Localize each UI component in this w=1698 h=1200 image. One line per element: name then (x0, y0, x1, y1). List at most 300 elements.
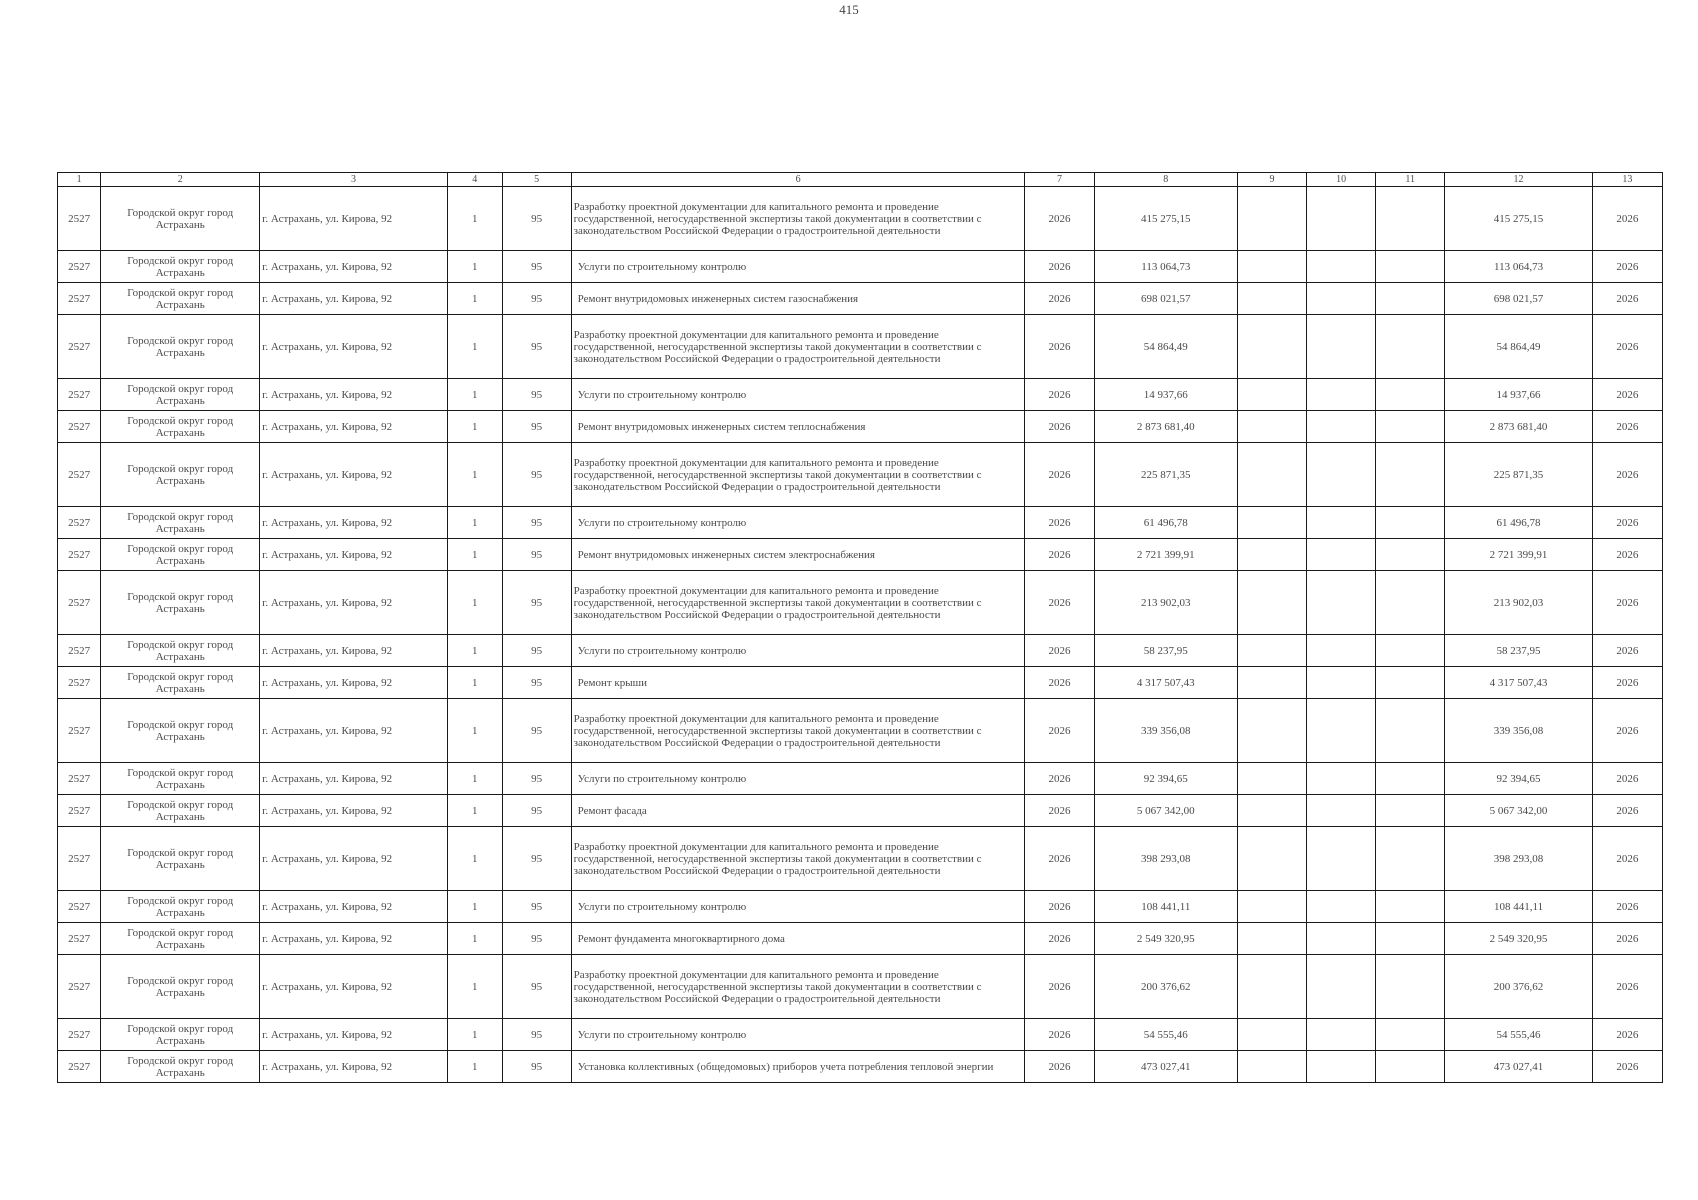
row-id: 2527 (58, 315, 101, 379)
year: 2026 (1025, 635, 1094, 667)
address: г. Астрахань, ул. Кирова, 92 (260, 667, 448, 699)
col-10-value (1307, 1051, 1376, 1083)
municipality: Городской округ город Астрахань (101, 699, 260, 763)
address: г. Астрахань, ул. Кирова, 92 (260, 379, 448, 411)
col-5-value: 95 (502, 411, 571, 443)
col-9-value (1237, 507, 1306, 539)
row-id: 2527 (58, 795, 101, 827)
total-cost: 225 871,35 (1445, 443, 1593, 507)
municipality: Городской округ город Астрахань (101, 955, 260, 1019)
col-5-value: 95 (502, 891, 571, 923)
address: г. Астрахань, ул. Кирова, 92 (260, 283, 448, 315)
year: 2026 (1025, 1051, 1094, 1083)
col-5-value: 95 (502, 187, 571, 251)
row-id: 2527 (58, 411, 101, 443)
year: 2026 (1025, 411, 1094, 443)
table-row (58, 443, 1663, 507)
col-10-value (1307, 923, 1376, 955)
address: г. Астрахань, ул. Кирова, 92 (260, 1051, 448, 1083)
completion-year: 2026 (1592, 283, 1662, 315)
table-body (58, 187, 1663, 1083)
municipality: Городской округ город Астрахань (101, 539, 260, 571)
total-cost: 698 021,57 (1445, 283, 1593, 315)
col-4-value: 1 (447, 667, 502, 699)
col-5-value: 95 (502, 379, 571, 411)
row-id: 2527 (58, 763, 101, 795)
address: г. Астрахань, ул. Кирова, 92 (260, 251, 448, 283)
row-id: 2527 (58, 955, 101, 1019)
col-5-value: 95 (502, 667, 571, 699)
col-4-value: 1 (447, 539, 502, 571)
col-9-value (1237, 187, 1306, 251)
col-9-value (1237, 795, 1306, 827)
completion-year: 2026 (1592, 699, 1662, 763)
col-11-value (1376, 187, 1445, 251)
work-description: Разработку проектной документации для капитального ремонта и проведение государственной, негосударственной экспертизы такой документации в соответствии с законодательством Российской Федерации о градостроительной деятельности (571, 571, 1025, 635)
col-10-value (1307, 539, 1376, 571)
year: 2026 (1025, 507, 1094, 539)
col-5-value: 95 (502, 955, 571, 1019)
table-row (58, 635, 1663, 667)
completion-year: 2026 (1592, 1019, 1662, 1051)
col-9-value (1237, 1019, 1306, 1051)
row-id: 2527 (58, 891, 101, 923)
row-id: 2527 (58, 1019, 101, 1051)
completion-year: 2026 (1592, 571, 1662, 635)
total-cost: 415 275,15 (1445, 187, 1593, 251)
year: 2026 (1025, 443, 1094, 507)
col-9-value (1237, 1051, 1306, 1083)
year: 2026 (1025, 891, 1094, 923)
completion-year: 2026 (1592, 187, 1662, 251)
column-header-5: 5 (502, 173, 571, 187)
cost: 108 441,11 (1094, 891, 1237, 923)
work-description: Установка коллективных (общедомовых) приборов учета потребления тепловой энергии (571, 1051, 1025, 1083)
work-description: Ремонт внутридомовых инженерных систем электроснабжения (571, 539, 1025, 571)
col-11-value (1376, 667, 1445, 699)
address: г. Астрахань, ул. Кирова, 92 (260, 795, 448, 827)
page-number: 415 (839, 2, 859, 17)
total-cost: 54 555,46 (1445, 1019, 1593, 1051)
work-description: Разработку проектной документации для капитального ремонта и проведение государственной, негосударственной экспертизы такой документации в соответствии с законодательством Российской Федерации о градостроительной деятельности (571, 443, 1025, 507)
address: г. Астрахань, ул. Кирова, 92 (260, 955, 448, 1019)
year: 2026 (1025, 379, 1094, 411)
col-4-value: 1 (447, 795, 502, 827)
table-row (58, 795, 1663, 827)
col-11-value (1376, 795, 1445, 827)
work-description: Ремонт фасада (571, 795, 1025, 827)
row-id: 2527 (58, 827, 101, 891)
work-description: Услуги по строительному контролю (571, 891, 1025, 923)
address: г. Астрахань, ул. Кирова, 92 (260, 763, 448, 795)
year: 2026 (1025, 1019, 1094, 1051)
col-11-value (1376, 443, 1445, 507)
municipality: Городской округ город Астрахань (101, 763, 260, 795)
column-header-6: 6 (571, 173, 1025, 187)
work-description: Разработку проектной документации для капитального ремонта и проведение государственной, негосударственной экспертизы такой документации в соответствии с законодательством Российской Федерации о градостроительной деятельности (571, 187, 1025, 251)
col-9-value (1237, 315, 1306, 379)
col-11-value (1376, 763, 1445, 795)
total-cost: 2 873 681,40 (1445, 411, 1593, 443)
address: г. Астрахань, ул. Кирова, 92 (260, 187, 448, 251)
row-id: 2527 (58, 507, 101, 539)
col-11-value (1376, 379, 1445, 411)
total-cost: 4 317 507,43 (1445, 667, 1593, 699)
col-5-value: 95 (502, 507, 571, 539)
col-5-value: 95 (502, 699, 571, 763)
work-description: Разработку проектной документации для капитального ремонта и проведение государственной, негосударственной экспертизы такой документации в соответствии с законодательством Российской Федерации о градостроительной деятельности (571, 955, 1025, 1019)
row-id: 2527 (58, 923, 101, 955)
column-header-13: 13 (1592, 173, 1662, 187)
col-11-value (1376, 283, 1445, 315)
work-description: Разработку проектной документации для капитального ремонта и проведение государственной, негосударственной экспертизы такой документации в соответствии с законодательством Российской Федерации о градостроительной деятельности (571, 699, 1025, 763)
address: г. Астрахань, ул. Кирова, 92 (260, 1019, 448, 1051)
col-9-value (1237, 667, 1306, 699)
total-cost: 5 067 342,00 (1445, 795, 1593, 827)
completion-year: 2026 (1592, 443, 1662, 507)
col-9-value (1237, 955, 1306, 1019)
year: 2026 (1025, 699, 1094, 763)
completion-year: 2026 (1592, 251, 1662, 283)
work-description: Услуги по строительному контролю (571, 251, 1025, 283)
col-10-value (1307, 667, 1376, 699)
col-9-value (1237, 763, 1306, 795)
col-11-value (1376, 1051, 1445, 1083)
col-9-value (1237, 635, 1306, 667)
municipality: Городской округ город Астрахань (101, 187, 260, 251)
col-5-value: 95 (502, 795, 571, 827)
municipality: Городской округ город Астрахань (101, 667, 260, 699)
table-row (58, 667, 1663, 699)
column-header-11: 11 (1376, 173, 1445, 187)
col-11-value (1376, 923, 1445, 955)
completion-year: 2026 (1592, 923, 1662, 955)
col-5-value: 95 (502, 539, 571, 571)
municipality: Городской округ город Астрахань (101, 283, 260, 315)
col-4-value: 1 (447, 923, 502, 955)
row-id: 2527 (58, 379, 101, 411)
total-cost: 92 394,65 (1445, 763, 1593, 795)
row-id: 2527 (58, 699, 101, 763)
total-cost: 473 027,41 (1445, 1051, 1593, 1083)
col-5-value: 95 (502, 571, 571, 635)
total-cost: 200 376,62 (1445, 955, 1593, 1019)
col-4-value: 1 (447, 379, 502, 411)
completion-year: 2026 (1592, 539, 1662, 571)
total-cost: 113 064,73 (1445, 251, 1593, 283)
completion-year: 2026 (1592, 795, 1662, 827)
work-description: Ремонт внутридомовых инженерных систем газоснабжения (571, 283, 1025, 315)
municipality: Городской округ город Астрахань (101, 443, 260, 507)
cost: 2 721 399,91 (1094, 539, 1237, 571)
year: 2026 (1025, 539, 1094, 571)
year: 2026 (1025, 667, 1094, 699)
cost: 698 021,57 (1094, 283, 1237, 315)
address: г. Астрахань, ул. Кирова, 92 (260, 443, 448, 507)
municipality: Городской округ город Астрахань (101, 411, 260, 443)
col-4-value: 1 (447, 1051, 502, 1083)
completion-year: 2026 (1592, 955, 1662, 1019)
column-header-12: 12 (1445, 173, 1593, 187)
col-10-value (1307, 507, 1376, 539)
col-5-value: 95 (502, 1051, 571, 1083)
municipality: Городской округ город Астрахань (101, 1051, 260, 1083)
year: 2026 (1025, 251, 1094, 283)
col-5-value: 95 (502, 283, 571, 315)
col-10-value (1307, 379, 1376, 411)
column-header-1: 1 (58, 173, 101, 187)
col-10-value (1307, 571, 1376, 635)
address: г. Астрахань, ул. Кирова, 92 (260, 539, 448, 571)
table-row (58, 539, 1663, 571)
work-description: Услуги по строительному контролю (571, 1019, 1025, 1051)
row-id: 2527 (58, 187, 101, 251)
row-id: 2527 (58, 539, 101, 571)
col-10-value (1307, 251, 1376, 283)
col-11-value (1376, 891, 1445, 923)
total-cost: 2 549 320,95 (1445, 923, 1593, 955)
year: 2026 (1025, 827, 1094, 891)
col-4-value: 1 (447, 635, 502, 667)
col-5-value: 95 (502, 923, 571, 955)
col-10-value (1307, 1019, 1376, 1051)
row-id: 2527 (58, 1051, 101, 1083)
municipality: Городской округ город Астрахань (101, 795, 260, 827)
row-id: 2527 (58, 571, 101, 635)
year: 2026 (1025, 315, 1094, 379)
address: г. Астрахань, ул. Кирова, 92 (260, 923, 448, 955)
col-10-value (1307, 827, 1376, 891)
col-4-value: 1 (447, 251, 502, 283)
work-description: Ремонт крыши (571, 667, 1025, 699)
total-cost: 14 937,66 (1445, 379, 1593, 411)
col-10-value (1307, 955, 1376, 1019)
work-description: Услуги по строительному контролю (571, 635, 1025, 667)
completion-year: 2026 (1592, 763, 1662, 795)
completion-year: 2026 (1592, 1051, 1662, 1083)
total-cost: 108 441,11 (1445, 891, 1593, 923)
address: г. Астрахань, ул. Кирова, 92 (260, 891, 448, 923)
col-10-value (1307, 795, 1376, 827)
table-row (58, 891, 1663, 923)
cost: 473 027,41 (1094, 1051, 1237, 1083)
col-11-value (1376, 539, 1445, 571)
table-row (58, 187, 1663, 251)
completion-year: 2026 (1592, 667, 1662, 699)
total-cost: 398 293,08 (1445, 827, 1593, 891)
table-row (58, 315, 1663, 379)
completion-year: 2026 (1592, 507, 1662, 539)
col-11-value (1376, 635, 1445, 667)
year: 2026 (1025, 955, 1094, 1019)
address: г. Астрахань, ул. Кирова, 92 (260, 635, 448, 667)
municipality: Городской округ город Астрахань (101, 507, 260, 539)
year: 2026 (1025, 795, 1094, 827)
col-9-value (1237, 539, 1306, 571)
col-5-value: 95 (502, 763, 571, 795)
year: 2026 (1025, 923, 1094, 955)
cost: 213 902,03 (1094, 571, 1237, 635)
completion-year: 2026 (1592, 411, 1662, 443)
cost: 58 237,95 (1094, 635, 1237, 667)
col-9-value (1237, 379, 1306, 411)
col-10-value (1307, 635, 1376, 667)
table-row (58, 251, 1663, 283)
col-10-value (1307, 283, 1376, 315)
address: г. Астрахань, ул. Кирова, 92 (260, 507, 448, 539)
col-9-value (1237, 283, 1306, 315)
table-row (58, 283, 1663, 315)
completion-year: 2026 (1592, 315, 1662, 379)
completion-year: 2026 (1592, 891, 1662, 923)
col-11-value (1376, 251, 1445, 283)
col-10-value (1307, 411, 1376, 443)
municipality: Городской округ город Астрахань (101, 379, 260, 411)
completion-year: 2026 (1592, 379, 1662, 411)
table-row (58, 827, 1663, 891)
row-id: 2527 (58, 635, 101, 667)
col-11-value (1376, 571, 1445, 635)
row-id: 2527 (58, 283, 101, 315)
col-9-value (1237, 699, 1306, 763)
table-row (58, 1051, 1663, 1083)
cost: 415 275,15 (1094, 187, 1237, 251)
table-row (58, 955, 1663, 1019)
municipality: Городской округ город Астрахань (101, 315, 260, 379)
col-4-value: 1 (447, 763, 502, 795)
cost: 4 317 507,43 (1094, 667, 1237, 699)
col-5-value: 95 (502, 827, 571, 891)
cost: 54 555,46 (1094, 1019, 1237, 1051)
col-11-value (1376, 507, 1445, 539)
address: г. Астрахань, ул. Кирова, 92 (260, 571, 448, 635)
col-9-value (1237, 891, 1306, 923)
municipality: Городской округ город Астрахань (101, 571, 260, 635)
col-4-value: 1 (447, 571, 502, 635)
municipality: Городской округ город Астрахань (101, 1019, 260, 1051)
table-row (58, 923, 1663, 955)
column-header-2: 2 (101, 173, 260, 187)
column-header-9: 9 (1237, 173, 1306, 187)
col-9-value (1237, 251, 1306, 283)
col-4-value: 1 (447, 507, 502, 539)
cost: 339 356,08 (1094, 699, 1237, 763)
col-10-value (1307, 699, 1376, 763)
municipality: Городской округ город Астрахань (101, 923, 260, 955)
table-row (58, 411, 1663, 443)
total-cost: 339 356,08 (1445, 699, 1593, 763)
col-5-value: 95 (502, 1019, 571, 1051)
year: 2026 (1025, 763, 1094, 795)
cost: 92 394,65 (1094, 763, 1237, 795)
completion-year: 2026 (1592, 827, 1662, 891)
total-cost: 58 237,95 (1445, 635, 1593, 667)
cost: 54 864,49 (1094, 315, 1237, 379)
table-row (58, 699, 1663, 763)
work-description: Услуги по строительному контролю (571, 763, 1025, 795)
table-row (58, 379, 1663, 411)
address: г. Астрахань, ул. Кирова, 92 (260, 699, 448, 763)
row-id: 2527 (58, 251, 101, 283)
year: 2026 (1025, 571, 1094, 635)
cost: 5 067 342,00 (1094, 795, 1237, 827)
municipality: Городской округ город Астрахань (101, 635, 260, 667)
col-11-value (1376, 315, 1445, 379)
column-header-7: 7 (1025, 173, 1094, 187)
col-10-value (1307, 891, 1376, 923)
column-header-3: 3 (260, 173, 448, 187)
col-4-value: 1 (447, 827, 502, 891)
col-5-value: 95 (502, 443, 571, 507)
cost: 225 871,35 (1094, 443, 1237, 507)
work-description: Услуги по строительному контролю (571, 379, 1025, 411)
cost: 200 376,62 (1094, 955, 1237, 1019)
cost: 113 064,73 (1094, 251, 1237, 283)
address: г. Астрахань, ул. Кирова, 92 (260, 827, 448, 891)
col-10-value (1307, 315, 1376, 379)
col-4-value: 1 (447, 891, 502, 923)
municipality: Городской округ город Астрахань (101, 251, 260, 283)
total-cost: 54 864,49 (1445, 315, 1593, 379)
col-11-value (1376, 699, 1445, 763)
col-4-value: 1 (447, 443, 502, 507)
col-11-value (1376, 1019, 1445, 1051)
total-cost: 61 496,78 (1445, 507, 1593, 539)
total-cost: 213 902,03 (1445, 571, 1593, 635)
col-10-value (1307, 763, 1376, 795)
col-5-value: 95 (502, 635, 571, 667)
col-10-value (1307, 443, 1376, 507)
col-5-value: 95 (502, 251, 571, 283)
col-4-value: 1 (447, 315, 502, 379)
municipality: Городской округ город Астрахань (101, 891, 260, 923)
work-description: Услуги по строительному контролю (571, 507, 1025, 539)
col-9-value (1237, 443, 1306, 507)
year: 2026 (1025, 187, 1094, 251)
cost: 2 873 681,40 (1094, 411, 1237, 443)
cost: 14 937,66 (1094, 379, 1237, 411)
col-9-value (1237, 827, 1306, 891)
col-11-value (1376, 827, 1445, 891)
table-row (58, 507, 1663, 539)
table-row (58, 763, 1663, 795)
cost: 398 293,08 (1094, 827, 1237, 891)
col-11-value (1376, 955, 1445, 1019)
column-header-4: 4 (447, 173, 502, 187)
table-row (58, 571, 1663, 635)
col-4-value: 1 (447, 955, 502, 1019)
column-header-8: 8 (1094, 173, 1237, 187)
work-description: Разработку проектной документации для капитального ремонта и проведение государственной, негосударственной экспертизы такой документации в соответствии с законодательством Российской Федерации о градостроительной деятельности (571, 315, 1025, 379)
col-4-value: 1 (447, 283, 502, 315)
col-5-value: 95 (502, 315, 571, 379)
address: г. Астрахань, ул. Кирова, 92 (260, 411, 448, 443)
year: 2026 (1025, 283, 1094, 315)
col-9-value (1237, 571, 1306, 635)
col-4-value: 1 (447, 699, 502, 763)
row-id: 2527 (58, 443, 101, 507)
address: г. Астрахань, ул. Кирова, 92 (260, 315, 448, 379)
total-cost: 2 721 399,91 (1445, 539, 1593, 571)
work-description: Ремонт внутридомовых инженерных систем теплоснабжения (571, 411, 1025, 443)
col-4-value: 1 (447, 411, 502, 443)
repair-register-table (57, 172, 1663, 1083)
col-4-value: 1 (447, 187, 502, 251)
column-number-row (58, 173, 1663, 187)
col-4-value: 1 (447, 1019, 502, 1051)
work-description: Разработку проектной документации для капитального ремонта и проведение государственной, негосударственной экспертизы такой документации в соответствии с законодательством Российской Федерации о градостроительной деятельности (571, 827, 1025, 891)
table-row (58, 1019, 1663, 1051)
